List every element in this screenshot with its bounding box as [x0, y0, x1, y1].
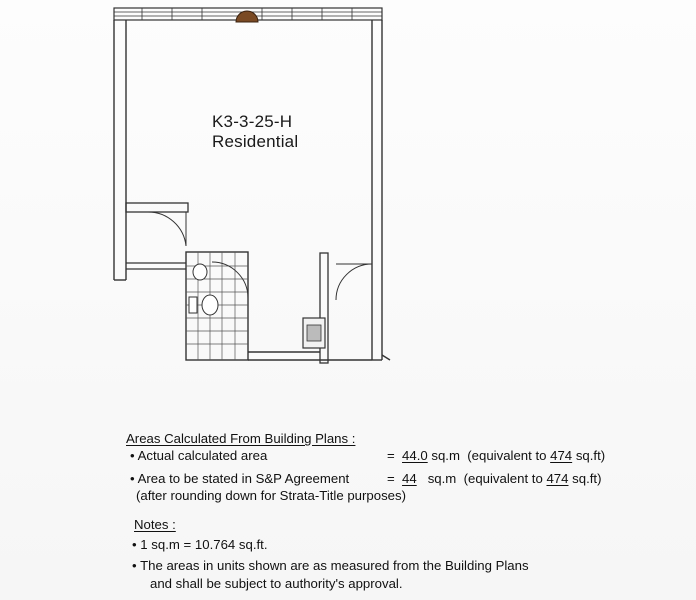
bullet: •: [130, 448, 135, 463]
note-item: [132, 557, 529, 575]
hob-icon: [303, 318, 325, 348]
equiv-prefix: (equivalent to: [467, 448, 547, 463]
inner-door-left: [126, 203, 188, 246]
sp-area-label: Area to be stated in S&P Agreement: [137, 471, 350, 486]
note-item-continued: and shall be subject to authority's approval.: [150, 576, 403, 591]
bullet: •: [132, 537, 137, 552]
equiv-prefix: (equivalent to: [463, 471, 543, 486]
sp-area-value: 44: [402, 471, 417, 486]
note-text: 1 sq.m = 10.764 sq.ft.: [140, 537, 268, 552]
actual-area-value-row: [387, 447, 605, 465]
equals-sign: =: [387, 448, 395, 463]
sp-area-value-row: [387, 470, 601, 488]
right-wall: [372, 20, 390, 360]
toilet-icon: [202, 295, 218, 315]
entrance-door: [320, 253, 372, 363]
unit-use-label: Residential: [212, 132, 299, 151]
actual-area-label: Actual calculated area: [137, 448, 268, 463]
equals-sign: =: [387, 471, 395, 486]
note-text: The areas in units shown are as measured from the Building Plans: [140, 558, 529, 573]
corridor-wall: [126, 263, 186, 269]
bullet: •: [130, 471, 135, 486]
unit-id-label: K3-3-25-H: [212, 112, 293, 131]
actual-area-sqft: 474: [550, 448, 573, 463]
basin-icon: [193, 264, 207, 280]
bathroom: [186, 252, 248, 360]
actual-area-label-row: [130, 447, 267, 465]
sp-area-sqft: 474: [546, 471, 569, 486]
bottom-wall: [248, 352, 372, 360]
left-wall: [114, 20, 126, 280]
note-item: [132, 536, 267, 554]
rounding-note: (after rounding down for Strata-Title purposes): [136, 488, 406, 503]
equiv-suffix: sq.ft): [575, 448, 606, 463]
equiv-suffix: sq.ft): [572, 471, 602, 486]
column-mark: [236, 11, 258, 22]
areas-heading: Areas Calculated From Building Plans :: [126, 431, 356, 446]
actual-area-value: 44.0: [402, 448, 428, 463]
notes-title: Notes :: [134, 517, 176, 532]
sqm-unit: sq.m: [431, 448, 460, 463]
sqm-unit: sq.m: [427, 471, 457, 486]
bullet: •: [132, 558, 137, 573]
sp-area-label-row: [130, 470, 349, 488]
